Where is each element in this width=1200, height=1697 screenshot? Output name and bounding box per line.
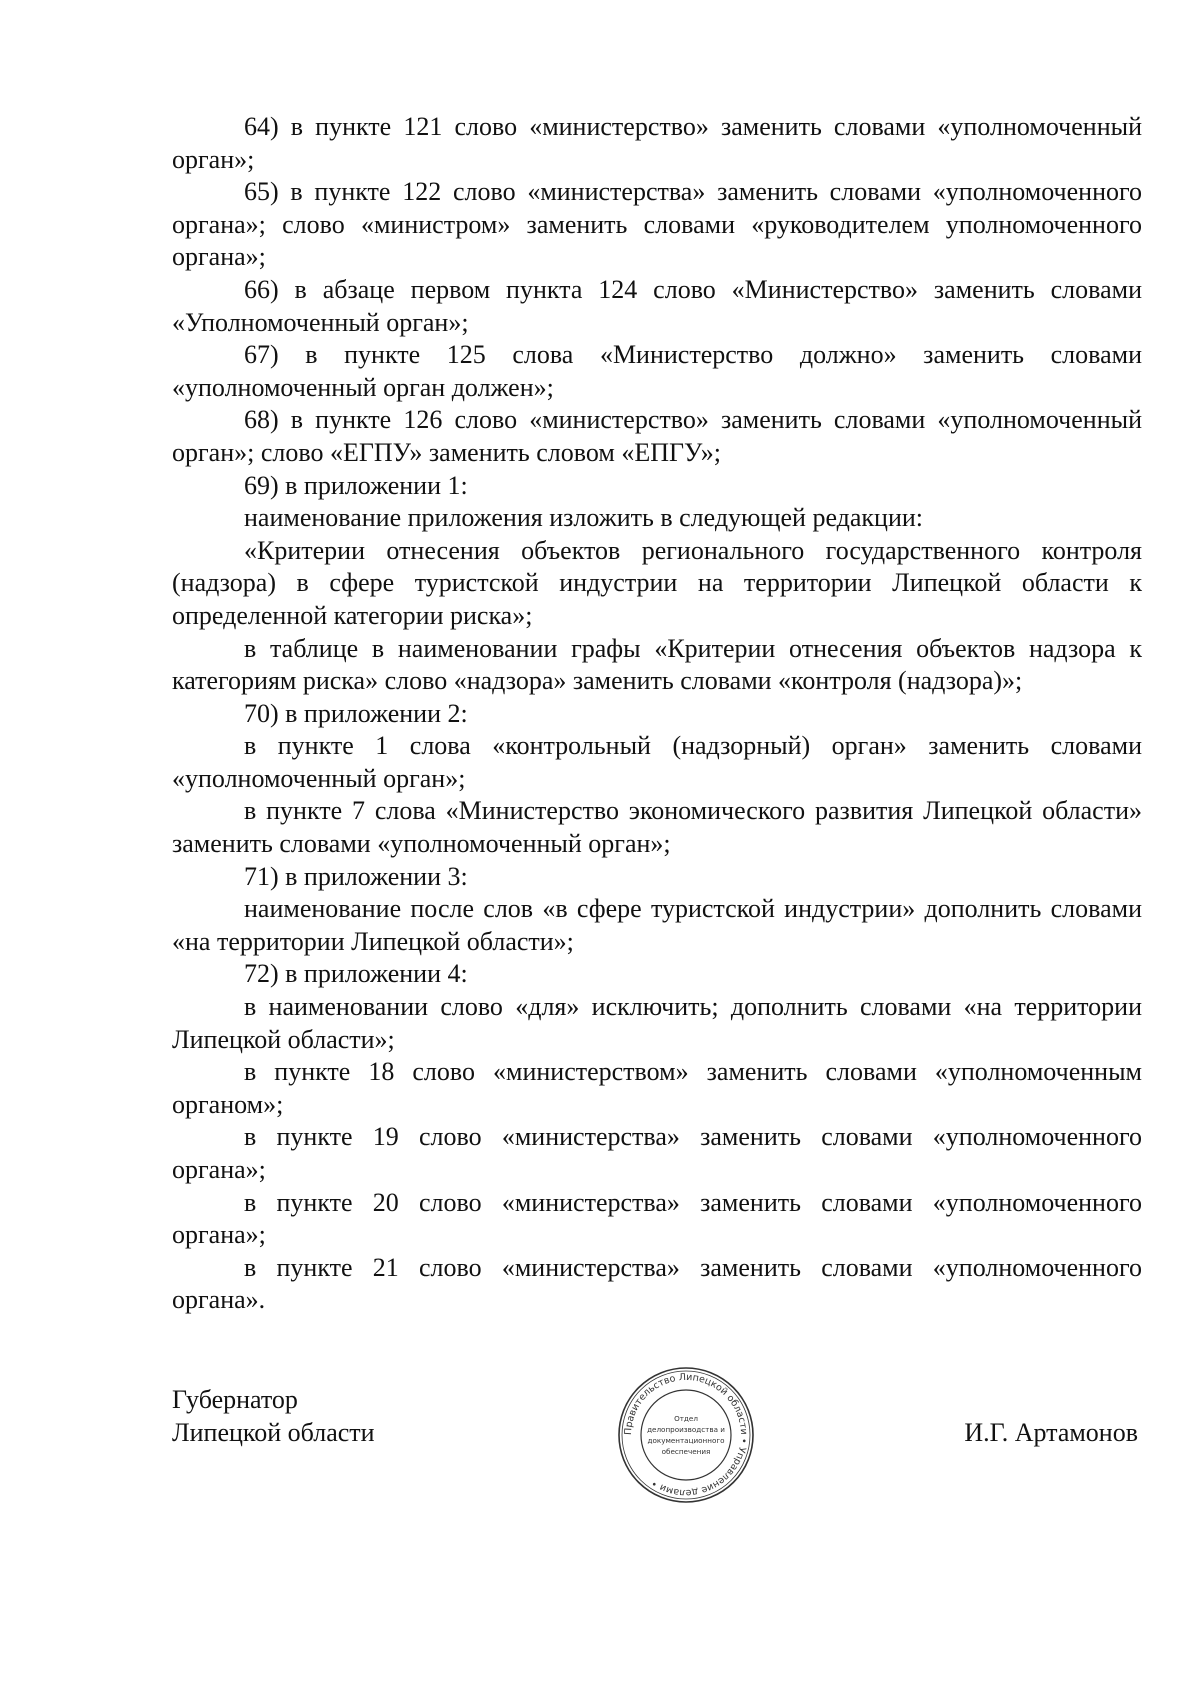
paragraph: 69) в приложении 1: xyxy=(244,470,468,500)
signatory-position xyxy=(172,1383,375,1449)
paragraph: в пункте 1 слова «контрольный (надзорный) орган» заменить словами «уполномоченный орган»; xyxy=(172,731,1142,793)
paragraph: в пункте 19 слово «министерства» заменить словами «уполномоченного органа»; xyxy=(172,1122,1142,1184)
signatory-position-line: Губернатор xyxy=(172,1385,298,1414)
paragraph: 72) в приложении 4: xyxy=(244,959,468,989)
paragraph: «Критерии отнесения объектов регионального государственного контроля (надзора) в сфере туристской индустрии на территории Липецкой области к определенной категории риска»; xyxy=(172,535,1142,630)
stamp-center-text: делопроизводства и xyxy=(647,1425,725,1434)
paragraph: 66) в абзаце первом пункта 124 слово «Министерство» заменить словами «Уполномоченный орган»; xyxy=(172,274,1142,337)
stamp-outer-ring xyxy=(619,1368,753,1502)
paragraph: 67) в пункте 125 слова «Министерство должно» заменить словами «уполномоченный орган должен»; xyxy=(172,340,1142,402)
official-stamp xyxy=(616,1365,756,1505)
paragraph: 70) в приложении 2: xyxy=(244,698,468,728)
paragraph: 64) в пункте 121 слово «министерство» заменить словами «уполномоченный орган»; xyxy=(172,112,1142,174)
paragraph: наименование после слов «в сфере туристской индустрии» дополнить словами «на территории Липецкой области»; xyxy=(172,894,1142,956)
stamp-center-text: документационного xyxy=(647,1436,725,1445)
signature-block xyxy=(172,1371,1142,1513)
stamp-center-text: обеспечения xyxy=(661,1447,711,1456)
signatory-name: И.Г. Артамонов xyxy=(964,1418,1138,1447)
stamp-center-text: Отдел xyxy=(674,1414,698,1423)
paragraph: в пункте 20 слово «министерства» заменить словами «уполномоченного органа»; xyxy=(172,1187,1142,1250)
stamp-ring-text: Правительство Липецкой области • Управление делами • xyxy=(622,1371,750,1499)
document-body xyxy=(172,111,1142,1317)
paragraph: в наименовании слово «для» исключить; дополнить словами «на территории Липецкой области»; xyxy=(172,992,1142,1054)
stamp-inner-ring xyxy=(641,1390,731,1480)
paragraph: 71) в приложении 3: xyxy=(244,861,468,891)
paragraph: 65) в пункте 122 слово «министерства» заменить словами «уполномоченного органа»; слово «министром» заменить словами «руководителем уполномоченного органа»; xyxy=(172,177,1142,272)
paragraph: в пункте 21 слово «министерства» заменить словами «уполномоченного органа». xyxy=(172,1252,1142,1315)
paragraph: в пункте 7 слова «Министерство экономического развития Липецкой области» заменить словами «уполномоченный орган»; xyxy=(172,796,1142,859)
signatory-position-line: Липецкой области xyxy=(172,1418,375,1447)
paragraph: наименование приложения изложить в следующей редакции: xyxy=(244,503,924,533)
paragraph: в таблице в наименовании графы «Критерии отнесения объектов надзора к категориям риска» слово «надзора» заменить словами «контроля (надзора)»; xyxy=(172,633,1142,696)
paragraph: в пункте 18 слово «министерством» заменить словами «уполномоченным органом»; xyxy=(172,1057,1142,1119)
paragraph: 68) в пункте 126 слово «министерство» заменить словами «уполномоченный орган»; слово «ЕГПУ» заменить словом «ЕПГУ»; xyxy=(172,405,1142,467)
